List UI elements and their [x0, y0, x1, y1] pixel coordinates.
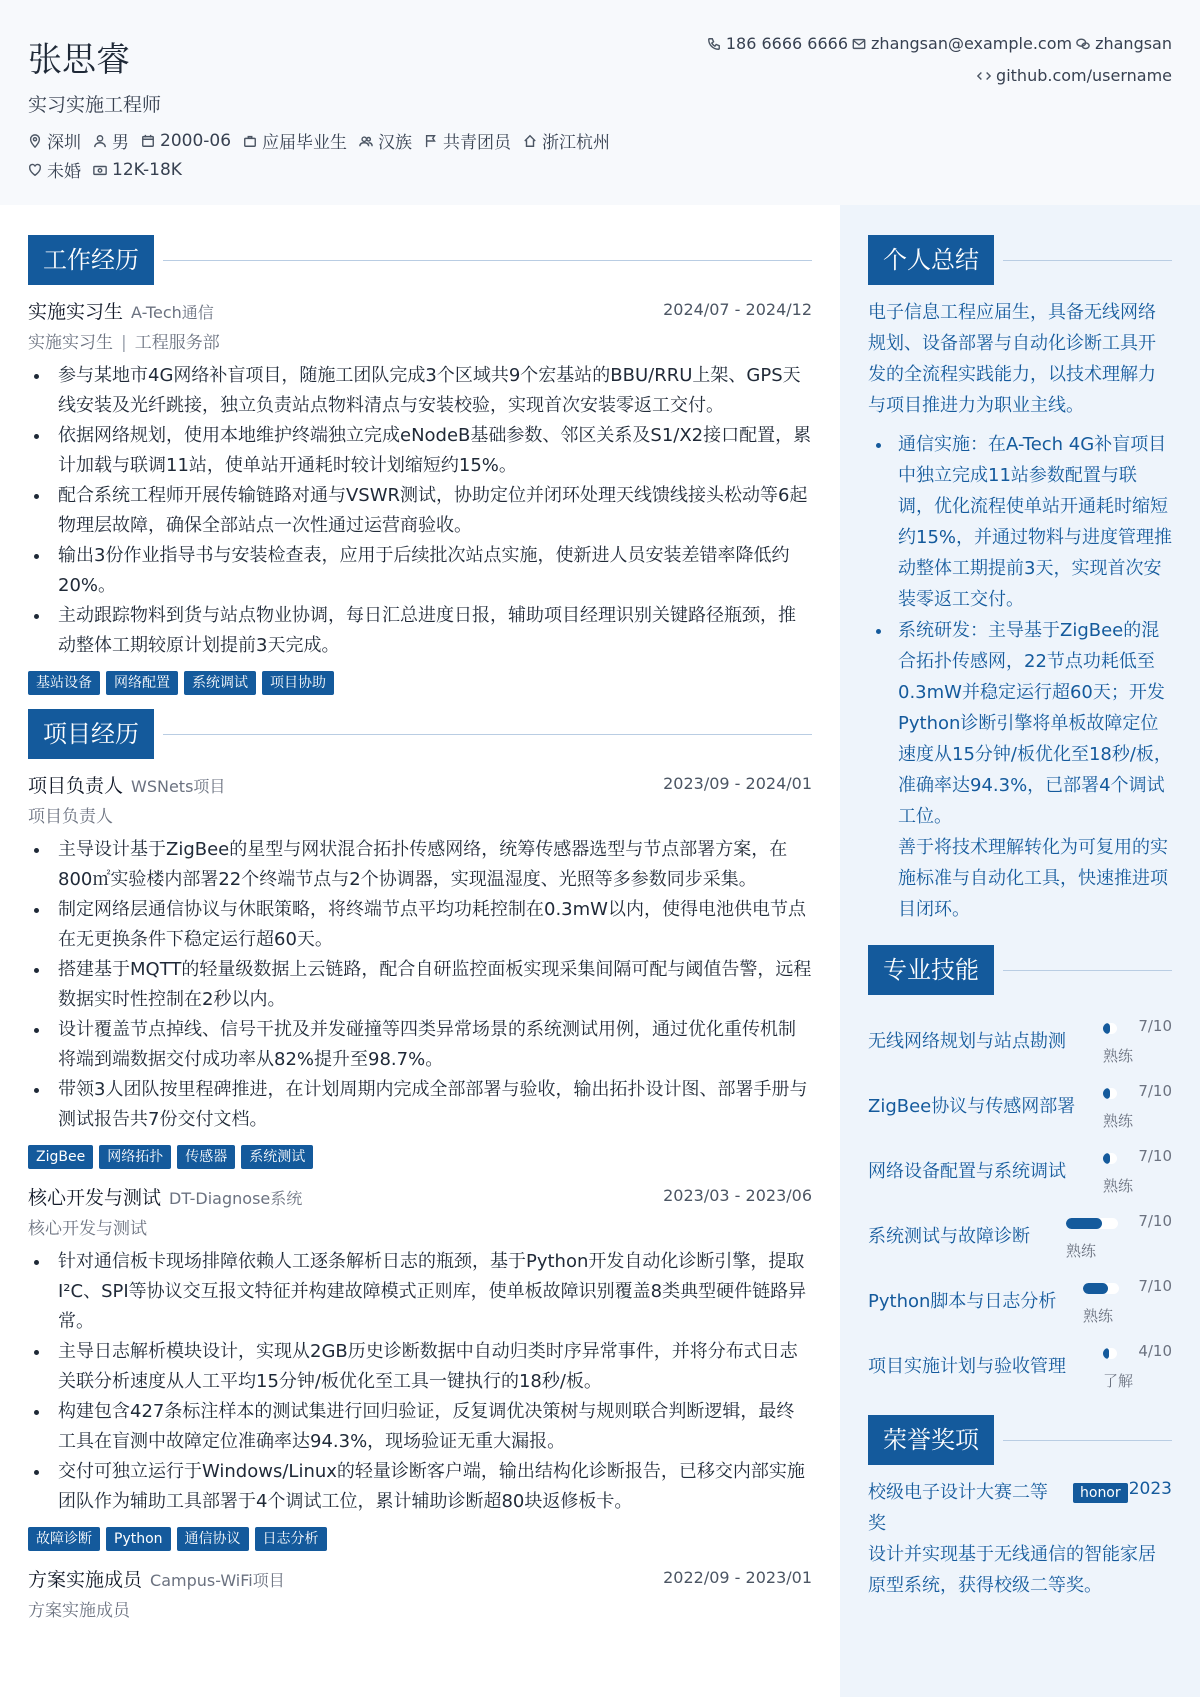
skill-bar-fill [1083, 1283, 1108, 1294]
section-title-work: 工作经历 [28, 235, 154, 285]
skill-level: 熟练 [1103, 1112, 1134, 1130]
award-name: 校级电子设计大赛二等奖 [868, 1482, 1048, 1534]
project-name: Campus-WiFi项目 [150, 1571, 285, 1590]
tag: 基站设备 [28, 671, 100, 695]
skill-level: 熟练 [1066, 1242, 1097, 1260]
project-entry [28, 1183, 812, 1551]
work-tags [28, 671, 812, 695]
skill-name: ZigBee协议与传感网部署 [868, 1096, 1076, 1117]
tag: 日志分析 [255, 1527, 327, 1551]
tag: 通信协议 [177, 1527, 249, 1551]
list-item: 主导日志解析模块设计，实现从2GB历史诊断数据中自动归类时序异常事件，并将分布式日志关联分析速度从人工平均15分钟/板优化至工具一键执行的18秒/板。 [28, 1337, 812, 1397]
list-item: 搭建基于MQTT的轻量级数据上云链路，配合自研监控面板实现采集间隔可配与阈值告警，远程数据实时性控制在2秒以内。 [28, 955, 812, 1015]
section-title-honors: 荣誉奖项 [868, 1415, 994, 1465]
skill-bar-fill [1103, 1088, 1110, 1099]
list-item: 配合系统工程师开展传输链路对通与VSWR测试，协助定位并闭环处理天线馈线接头松动等6起物理层故障，确保全部站点一次性通过运营商验收。 [28, 481, 812, 541]
skill-score: 7/10 [1138, 1017, 1172, 1035]
work-bullets [28, 361, 812, 661]
list-item: 构建包含427条标注样本的测试集进行回归验证，反复调优决策树与规则联合判断逻辑，最终工具在盲测中故障定位准确率达94.3%，现场验证无重大漏报。 [28, 1397, 812, 1457]
summary-bullets [868, 429, 1172, 832]
project-date: 2023/09 - 2024/01 [663, 774, 812, 793]
candidate-name: 张思睿 [28, 40, 130, 80]
skill-bar-fill [1103, 1153, 1110, 1164]
calendar-icon [141, 134, 155, 148]
project-role: 核心开发与测试 [28, 1187, 162, 1209]
tag: 项目协助 [262, 671, 334, 695]
award-badge: honor [1073, 1483, 1128, 1503]
mail-icon [852, 37, 866, 51]
group-icon [359, 134, 373, 148]
contact-wechat[interactable]: zhangsan [1076, 34, 1172, 53]
skill-bar [1083, 1283, 1119, 1294]
money-icon [93, 163, 107, 177]
work-role: 实施实习生 [28, 301, 124, 323]
section-divider [163, 260, 812, 261]
skill-score: 4/10 [1138, 1342, 1172, 1360]
list-item: 针对通信板卡现场排障依赖人工逐条解析日志的瓶颈，基于Python开发自动化诊断引擎，提取I²C、SPI等协议交互报文特征并构建故障模式正则库，使单板故障识别覆盖8类典型硬件链路异常。 [28, 1247, 812, 1337]
main-column [28, 235, 812, 1627]
section-title-skills: 专业技能 [868, 945, 994, 995]
section-divider [1003, 1440, 1172, 1441]
tag: 故障诊断 [28, 1527, 100, 1551]
meta-row-1 [28, 128, 610, 153]
list-item: 制定网络层通信协议与休眠策略，将终端节点平均功耗控制在0.3mW以内，使得电池供电节点在无更换条件下稳定运行超60天。 [28, 895, 812, 955]
code-icon [977, 69, 991, 83]
tag: 网络配置 [106, 671, 178, 695]
meta-hometown: 浙江杭州 [523, 128, 610, 153]
section-title-summary: 个人总结 [868, 235, 994, 285]
list-item: 主导设计基于ZigBee的星型与网状混合拓扑传感网络，统筹传感器选型与节点部署方案，在800㎡实验楼内部署22个终端节点与2个协调器，实现温湿度、光照等多参数同步采集。 [28, 835, 812, 895]
skill-item [868, 1202, 1172, 1267]
project-date: 2022/09 - 2023/01 [663, 1568, 812, 1587]
award-description: 设计并实现基于无线通信的智能家居原型系统，获得校级二等奖。 [868, 1544, 1156, 1596]
work-date: 2024/07 - 2024/12 [663, 300, 812, 319]
location-icon [28, 134, 42, 148]
skill-name: 无线网络规划与站点勘测 [868, 1031, 1066, 1052]
award-item [868, 1477, 1172, 1539]
skill-score: 7/10 [1138, 1082, 1172, 1100]
project-entry [28, 1565, 812, 1627]
list-item: 输出3份作业指导书与安装检查表，应用于后续批次站点实施，使新进人员安装差错率降低约20%。 [28, 541, 812, 601]
resume-header [0, 0, 1200, 205]
list-item: 通信实施：在A-Tech 4G补盲项目中独立完成11站参数配置与联调，优化流程使单站开通耗时缩短约15%，并通过物料与进度管理推动整体工期提前3天，实现首次安装零返工交付。 [868, 429, 1172, 615]
side-column [840, 205, 1200, 1697]
tag: ZigBee [28, 1145, 93, 1169]
section-skills-header [868, 945, 1172, 995]
skill-score: 7/10 [1138, 1277, 1172, 1295]
meta-gender: 男 [93, 128, 129, 153]
skill-bar [1103, 1153, 1117, 1164]
award-year: 2023 [1128, 1479, 1172, 1499]
phone-icon [707, 37, 721, 51]
flag-icon [424, 134, 438, 148]
list-item: 交付可独立运行于Windows/Linux的轻量诊断客户端，输出结构化诊断报告，已移交内部实施团队作为辅助工具部署于4个调试工位，累计辅助诊断超80块返修板卡。 [28, 1457, 812, 1517]
list-item: 主动跟踪物料到货与站点物业协调，每日汇总进度日报，辅助项目经理识别关键路径瓶颈，推动整体工期较原计划提前3天完成。 [28, 601, 812, 661]
contact-email[interactable]: zhangsan@example.com [852, 34, 1072, 53]
skill-name: 项目实施计划与验收管理 [868, 1356, 1066, 1377]
skill-item [868, 1137, 1172, 1202]
meta-salary: 12K-18K [93, 157, 182, 182]
skill-bar [1103, 1023, 1117, 1034]
skill-bar-fill [1103, 1023, 1110, 1034]
section-divider [1003, 970, 1172, 971]
briefcase-icon [243, 134, 257, 148]
skill-name: Python脚本与日志分析 [868, 1291, 1057, 1312]
home-icon [523, 134, 537, 148]
project-bullets [28, 835, 812, 1135]
skill-bar-fill [1066, 1218, 1102, 1229]
meta-birth: 2000-06 [141, 128, 231, 153]
skill-level: 熟练 [1083, 1307, 1114, 1325]
meta-status: 应届毕业生 [243, 128, 347, 153]
work-position: 实施实习生 [28, 333, 113, 353]
project-position: 项目负责人 [28, 807, 113, 827]
meta-marital: 未婚 [28, 157, 81, 182]
skill-item [868, 1072, 1172, 1137]
list-item: 系统研发：主导基于ZigBee的混合拓扑传感网，22节点功耗低至0.3mW并稳定运行超60天；开发Python诊断引擎将单板故障定位速度从15分钟/板优化至18秒/板，准确率达94.3%，已部署4个调试工位。 [868, 615, 1172, 832]
list-item: 带领3人团队按里程碑推进，在计划周期内完成全部部署与验收，输出拓扑设计图、部署手册与测试报告共7份交付文档。 [28, 1075, 812, 1135]
contact-row-2 [977, 66, 1172, 85]
summary-intro: 电子信息工程应届生，具备无线网络规划、设备部署与自动化诊断工具开发的全流程实践能力，以技术理解力与项目推进力为职业主线。 [868, 302, 1156, 416]
project-position: 核心开发与测试 [28, 1219, 147, 1239]
skill-name: 网络设备配置与系统调试 [868, 1161, 1066, 1182]
project-tags [28, 1527, 812, 1551]
tag: 系统测试 [241, 1145, 313, 1169]
skill-bar [1066, 1218, 1118, 1229]
work-org: A-Tech通信 [131, 303, 214, 322]
contact-phone[interactable]: 186 6666 6666 [707, 34, 848, 53]
section-divider [1003, 260, 1172, 261]
section-summary-header [868, 235, 1172, 285]
skill-score: 7/10 [1138, 1212, 1172, 1230]
list-item: 依据网络规划，使用本地维护终端独立完成eNodeB基础参数、邻区关系及S1/X2接口配置，累计加载与联调11站，使单站开通耗时较计划缩短约15%。 [28, 421, 812, 481]
section-title-projects: 项目经历 [28, 709, 154, 759]
project-bullets [28, 1247, 812, 1517]
list-item: 参与某地市4G网络补盲项目，随施工团队完成3个区域共9个宏基站的BBU/RRU上架、GPS天线安装及光纤跳接，独立负责站点物料清点与安装校验，实现首次安装零返工交付。 [28, 361, 812, 421]
job-title: 实习实施工程师 [28, 94, 162, 116]
skill-level: 熟练 [1103, 1047, 1134, 1065]
skill-level: 熟练 [1103, 1177, 1134, 1195]
project-role: 项目负责人 [28, 775, 124, 797]
skill-score: 7/10 [1138, 1147, 1172, 1165]
project-name: WSNets项目 [131, 777, 226, 796]
work-entry [28, 297, 812, 695]
skill-level: 了解 [1103, 1372, 1134, 1390]
section-work-header [28, 235, 812, 285]
contact-row-1 [707, 34, 1172, 53]
skill-bar [1103, 1348, 1117, 1359]
section-divider [163, 734, 812, 735]
project-tags [28, 1145, 812, 1169]
project-role: 方案实施成员 [28, 1569, 143, 1591]
section-honors-header [868, 1415, 1172, 1465]
list-item: 设计覆盖节点掉线、信号干扰及并发碰撞等四类异常场景的系统测试用例，通过优化重传机制将端到端数据交付成功率从82%提升至98.7%。 [28, 1015, 812, 1075]
project-name: DT-Diagnose系统 [169, 1189, 303, 1208]
work-department: 工程服务部 [134, 333, 220, 353]
separator-bar: | [121, 333, 127, 353]
meta-ethnicity: 汉族 [359, 128, 412, 153]
project-position: 方案实施成员 [28, 1601, 130, 1621]
project-entry [28, 771, 812, 1169]
meta-row-2 [28, 157, 182, 182]
skills-list [868, 1007, 1172, 1397]
wechat-icon [1076, 37, 1090, 51]
summary-closing: 善于将技术理解转化为可复用的实施标准与自动化工具，快速推进项目闭环。 [898, 837, 1168, 920]
skill-bar-fill [1103, 1348, 1109, 1359]
section-projects-header [28, 709, 812, 759]
person-icon [93, 134, 107, 148]
skill-item [868, 1007, 1172, 1072]
tag: 系统调试 [184, 671, 256, 695]
skill-bar [1103, 1088, 1117, 1099]
skill-item [868, 1332, 1172, 1397]
tag: 传感器 [177, 1145, 235, 1169]
meta-political: 共青团员 [424, 128, 511, 153]
tag: Python [106, 1527, 171, 1551]
meta-location: 深圳 [28, 128, 81, 153]
tag: 网络拓扑 [99, 1145, 171, 1169]
project-date: 2023/03 - 2023/06 [663, 1186, 812, 1205]
skill-name: 系统测试与故障诊断 [868, 1226, 1030, 1247]
contact-github[interactable]: github.com/username [977, 66, 1172, 85]
skill-item [868, 1267, 1172, 1332]
heart-icon [28, 163, 42, 177]
